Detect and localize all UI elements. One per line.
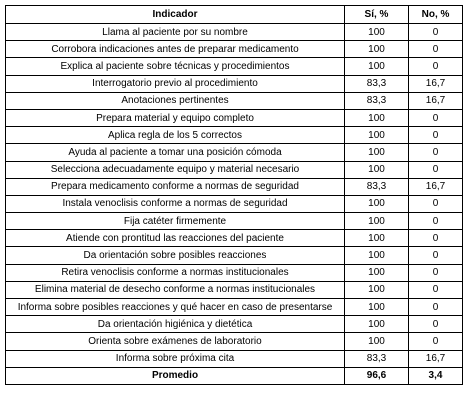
table-body (6, 24, 463, 385)
cell-no: 0 (409, 230, 463, 247)
cell-no: 0 (409, 24, 463, 41)
total-si: 96,6 (345, 367, 409, 384)
cell-indicador: Prepara medicamento conforme a normas de seguridad (6, 178, 345, 195)
cell-indicador: Prepara material y equipo completo (6, 109, 345, 126)
cell-no: 16,7 (409, 75, 463, 92)
header-no: No, % (409, 6, 463, 24)
cell-no: 0 (409, 127, 463, 144)
cell-no: 16,7 (409, 350, 463, 367)
cell-si: 100 (345, 41, 409, 58)
table-row (6, 24, 463, 41)
cell-si: 100 (345, 195, 409, 212)
cell-no: 0 (409, 58, 463, 75)
table-header-row (6, 6, 463, 24)
table-row (6, 127, 463, 144)
table-row (6, 350, 463, 367)
cell-indicador: Da orientación sobre posibles reacciones (6, 247, 345, 264)
cell-si: 100 (345, 58, 409, 75)
cell-no: 0 (409, 41, 463, 58)
cell-no: 0 (409, 333, 463, 350)
header-si: Sí, % (345, 6, 409, 24)
table-row (6, 213, 463, 230)
cell-no: 16,7 (409, 178, 463, 195)
indicator-table-container (5, 5, 462, 385)
cell-no: 0 (409, 299, 463, 316)
cell-si: 100 (345, 24, 409, 41)
cell-si: 100 (345, 247, 409, 264)
cell-no: 0 (409, 144, 463, 161)
table-row (6, 230, 463, 247)
cell-si: 100 (345, 213, 409, 230)
cell-si: 100 (345, 333, 409, 350)
total-no: 3,4 (409, 367, 463, 384)
cell-indicador: Elimina material de desecho conforme a normas institucionales (6, 281, 345, 298)
cell-indicador: Corrobora indicaciones antes de preparar medicamento (6, 41, 345, 58)
cell-si: 83,3 (345, 92, 409, 109)
header-indicador: Indicador (6, 6, 345, 24)
cell-no: 0 (409, 161, 463, 178)
cell-si: 100 (345, 281, 409, 298)
cell-indicador: Aplica regla de los 5 correctos (6, 127, 345, 144)
cell-si: 100 (345, 161, 409, 178)
table-row (6, 264, 463, 281)
table-row (6, 144, 463, 161)
total-label: Promedio (6, 367, 345, 384)
cell-si: 83,3 (345, 75, 409, 92)
indicator-table (5, 5, 463, 385)
cell-no: 0 (409, 281, 463, 298)
cell-indicador: Llama al paciente por su nombre (6, 24, 345, 41)
cell-no: 0 (409, 195, 463, 212)
table-row (6, 161, 463, 178)
cell-si: 83,3 (345, 178, 409, 195)
table-row (6, 75, 463, 92)
cell-no: 0 (409, 264, 463, 281)
cell-indicador: Anotaciones pertinentes (6, 92, 345, 109)
cell-si: 100 (345, 264, 409, 281)
cell-si: 100 (345, 316, 409, 333)
table-row (6, 41, 463, 58)
cell-indicador: Instala venoclisis conforme a normas de seguridad (6, 195, 345, 212)
cell-si: 83,3 (345, 350, 409, 367)
cell-no: 0 (409, 109, 463, 126)
cell-si: 100 (345, 144, 409, 161)
cell-indicador: Interrogatorio previo al procedimiento (6, 75, 345, 92)
table-row (6, 92, 463, 109)
cell-indicador: Ayuda al paciente a tomar una posición cómoda (6, 144, 345, 161)
table-row (6, 316, 463, 333)
cell-no: 16,7 (409, 92, 463, 109)
cell-indicador: Da orientación higiénica y dietética (6, 316, 345, 333)
cell-indicador: Orienta sobre exámenes de laboratorio (6, 333, 345, 350)
cell-indicador: Fija catéter firmemente (6, 213, 345, 230)
cell-si: 100 (345, 230, 409, 247)
cell-indicador: Atiende con prontitud las reacciones del paciente (6, 230, 345, 247)
cell-no: 0 (409, 316, 463, 333)
cell-no: 0 (409, 213, 463, 230)
table-row (6, 58, 463, 75)
cell-si: 100 (345, 127, 409, 144)
table-row (6, 178, 463, 195)
table-row (6, 333, 463, 350)
table-row (6, 247, 463, 264)
cell-indicador: Explica al paciente sobre técnicas y procedimientos (6, 58, 345, 75)
table-row (6, 299, 463, 316)
cell-indicador: Selecciona adecuadamente equipo y material necesario (6, 161, 345, 178)
cell-indicador: Informa sobre posibles reacciones y qué hacer en caso de presentarse (6, 299, 345, 316)
cell-indicador: Informa sobre próxima cita (6, 350, 345, 367)
table-row (6, 281, 463, 298)
table-row (6, 109, 463, 126)
cell-si: 100 (345, 109, 409, 126)
cell-indicador: Retira venoclisis conforme a normas institucionales (6, 264, 345, 281)
table-total-row (6, 367, 463, 384)
cell-si: 100 (345, 299, 409, 316)
table-row (6, 195, 463, 212)
cell-no: 0 (409, 247, 463, 264)
